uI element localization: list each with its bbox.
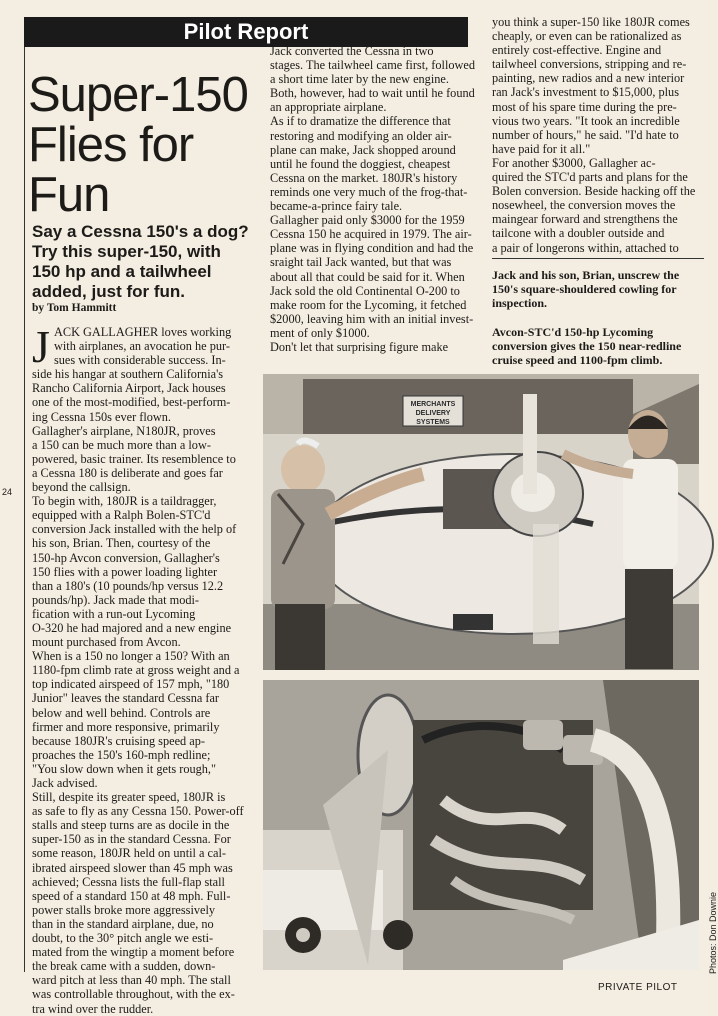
deck-line: 150 hp and a tailwheel	[32, 262, 212, 281]
article-line: top indicated airspeed of 157 mph, "180	[32, 677, 230, 692]
article-column-1	[32, 321, 260, 1016]
caption-line: conversion gives the 150 near-redline	[492, 338, 682, 353]
article-line: firmer and more responsive, primarily	[32, 719, 220, 734]
article-line: plane was in flying condition and had the	[270, 241, 474, 256]
article-line: a pair of longerons within, attached to	[492, 240, 679, 255]
article-line: with airplanes, an avocation he pur-	[54, 339, 230, 354]
article-line: a Cessna 180 is deliberate and goes far	[32, 465, 223, 480]
caption-line: cruise speed and 1100-fpm climb.	[492, 353, 663, 368]
article-line: For another $3000, Gallagher ac-	[492, 155, 656, 170]
article-line: Cessna on the market. 180JR's history	[270, 170, 458, 185]
caption-line: Avcon-STC'd 150-hp Lycoming	[492, 324, 654, 339]
article-line: beyond the callsign.	[32, 480, 131, 495]
article-line: ibrated airspeed slower than 45 mph was	[32, 860, 233, 875]
article-line: fication with a run-out Lycoming	[32, 606, 196, 621]
caption-line: 150's square-shouldered cowling for	[492, 282, 677, 297]
article-line: 1180-fpm climb rate at gross weight and a	[32, 663, 240, 678]
article-line: proaches the 150's 160-mph redline;	[32, 747, 211, 762]
photo-credit	[700, 891, 718, 975]
article-line: stalls and steep turns are as docile in the	[32, 818, 230, 833]
article-line: reminds one very much of the frog-that-	[270, 184, 468, 199]
article-line: conversion Jack installed with the help of	[32, 522, 237, 537]
article-line: Jack advised.	[32, 776, 98, 790]
section-banner: Pilot Report	[24, 17, 468, 47]
article-line: one of the most-modified, best-perform-	[32, 395, 231, 410]
article-line: tailwheel conversions, stripping and re-	[492, 57, 687, 72]
article-line: 150 flies with a power loading lighter	[32, 564, 218, 579]
article-line: because 180JR's cruising speed ap-	[32, 733, 205, 748]
article-line: quired the STC'd parts and plans for the	[492, 170, 688, 185]
article-line: a short time later by the new engine.	[270, 72, 449, 87]
article-line: Gallagher paid only $3000 for the 1959	[270, 213, 465, 228]
article-line: ACK GALLAGHER loves working	[54, 325, 232, 339]
article-line: a 150 can be much more than a low-	[32, 437, 211, 452]
article-line: Still, despite its greater speed, 180JR is	[32, 790, 226, 805]
page-number: 24	[2, 487, 13, 497]
deck-line: Say a Cessna 150's a dog?	[32, 222, 249, 241]
article-line: 150-hp Avcon conversion, Gallagher's	[32, 550, 220, 565]
article-line: than in the standard airplane, due, no	[32, 916, 214, 931]
article-line: you think a super-150 like 180JR comes	[492, 15, 690, 29]
article-line: the break came with a sudden, down-	[32, 959, 216, 974]
article-line: To begin with, 180JR is a taildragger,	[32, 494, 217, 509]
caption-rule	[492, 258, 704, 259]
article-line: ward pitch at less than 40 mph. The stall	[32, 973, 231, 988]
caption-line: Jack and his son, Brian, unscrew the	[492, 268, 680, 282]
caption-line: inspection.	[492, 296, 548, 311]
sign-line-3: SYSTEMS	[416, 419, 450, 426]
footer-publication: PRIVATE PILOT	[598, 982, 678, 993]
drop-cap: J	[32, 321, 50, 372]
article-line: cheaply, or even can be rationalized as	[492, 29, 682, 44]
article-line: power stalls broke more aggressively	[32, 902, 216, 917]
sign-line-2: DELIVERY	[415, 410, 451, 417]
article-line: pounds/hp). Jack made that modi-	[32, 592, 199, 607]
article-line: ran Jack's investment to $15,000, plus	[492, 85, 679, 100]
photo-engine-illustration	[263, 680, 699, 970]
article-line: sraight tail Jack wanted, but that was	[270, 255, 452, 270]
article-line: vious two years. "It took an incredible	[492, 113, 680, 128]
article-line: "You slow down when it gets rough,"	[32, 761, 217, 776]
article-line: painting, new radios and a new interior	[492, 71, 685, 86]
article-line: Both, however, had to wait until he found	[270, 86, 475, 101]
article-line: $2000, leaving him with an initial invest-	[270, 311, 474, 326]
article-line: make room for the Lycoming, it fetched	[270, 297, 467, 312]
article-line: equipped with a Ralph Bolen-STC'd	[32, 508, 211, 523]
article-line: side his hangar at southern California's	[32, 367, 224, 382]
article-line: speed of a standard 150 at 48 mph. Full-	[32, 888, 231, 903]
article-column-2	[270, 44, 475, 354]
article-line: until he found the doggiest, cheapest	[270, 156, 451, 171]
article-line: mated from the wingtip a moment before	[32, 945, 235, 960]
photo-cowling-inspection	[263, 374, 699, 670]
article-line: than a 180's (10 pounds/hp versus 12.2	[32, 578, 224, 593]
headline	[28, 70, 248, 220]
photo-lycoming-engine	[263, 680, 699, 970]
article-line: O-320 he had majored and a new engine	[32, 620, 232, 635]
article-line: restoring and modifying an older air-	[270, 128, 452, 143]
deck	[32, 222, 260, 302]
photo-captions	[492, 268, 704, 367]
caption-1	[492, 268, 704, 311]
column-rule	[24, 47, 25, 972]
photo-credit-text: Photos: Don Downie	[708, 891, 718, 975]
article-line: was controllable throughout, with the ex-	[32, 987, 235, 1002]
deck-line: Try this super-150, with	[32, 242, 221, 261]
deck-line: added, just for fun.	[32, 282, 185, 301]
byline: by Tom Hammitt	[32, 302, 117, 314]
article-line: Don't let that surprising figure make	[270, 339, 449, 354]
article-line: doubt, to the 30° pitch angle we esti-	[32, 931, 214, 946]
article-line: became-a-prince fairy tale.	[270, 199, 403, 214]
article-line: some reason, 180JR held on until a cal-	[32, 846, 226, 861]
headline-line: Fun	[28, 168, 110, 222]
article-line: most of his spare time during the pre-	[492, 99, 677, 114]
article-line: stages. The tailwheel came first, followed	[270, 58, 475, 73]
photo-cowling-illustration	[263, 374, 699, 670]
sign-line-1: MERCHANTS	[410, 401, 456, 408]
article-line: about all that could be said for it. When	[270, 269, 465, 284]
article-line: an appropriate airplane.	[270, 100, 387, 115]
article-line: plane can make, Jack shopped around	[270, 142, 456, 157]
article-line: When is a 150 no longer a 150? With an	[32, 649, 230, 664]
article-line: achieved; Cessna lists the full-flap stall	[32, 874, 225, 889]
article-line: tra wind over the rudder.	[32, 1001, 154, 1016]
article-line: Rancho California Airport, Jack houses	[32, 381, 226, 396]
article-line: below and well behind. Controls are	[32, 705, 211, 720]
article-line: Jack converted the Cessna in two	[270, 44, 434, 58]
article-line: number of hours," he said. "I'd hate to	[492, 127, 679, 142]
article-line: super-150 as in the standard Cessna. For	[32, 832, 231, 847]
article-line: Cessna 150 he acquired in 1979. The air-	[270, 227, 472, 242]
article-line: entirely cost-effective. Engine and	[492, 43, 662, 58]
caption-2	[492, 325, 704, 368]
article-line: nosewheel, the conversion moves the	[492, 198, 676, 213]
article-line: as safe to fly as any Cessna 150. Power-off	[32, 804, 244, 819]
article-line: Junior" leaves the standard Cessna far	[32, 691, 220, 706]
article-line: have paid for it all."	[492, 141, 591, 156]
article-line: ing Cessna 150s ever flown.	[32, 409, 172, 424]
headline-line: Flies for	[28, 118, 194, 172]
article-line: Jack sold the old Continental O-200 to	[270, 283, 460, 298]
article-line: Gallagher's airplane, N180JR, proves	[32, 423, 216, 438]
article-line: As if to dramatize the difference that	[270, 114, 451, 129]
article-line: his son, Brian. Then, courtesy of the	[32, 536, 211, 551]
article-line: Bolen conversion. Beside hacking off the	[492, 184, 696, 199]
article-line: mount purchased from Avcon.	[32, 635, 181, 650]
article-line: sues with considerable success. In-	[54, 353, 226, 368]
article-line: maingear forward and strengthens the	[492, 212, 678, 227]
article-line: ment of only $1000.	[270, 325, 370, 340]
headline-line: Super-150	[28, 68, 248, 122]
article-line: powered, basic trainer. Its resemblence to	[32, 451, 236, 466]
article-column-3	[492, 15, 698, 255]
article-line: tailcone with a doubler outside and	[492, 226, 665, 241]
